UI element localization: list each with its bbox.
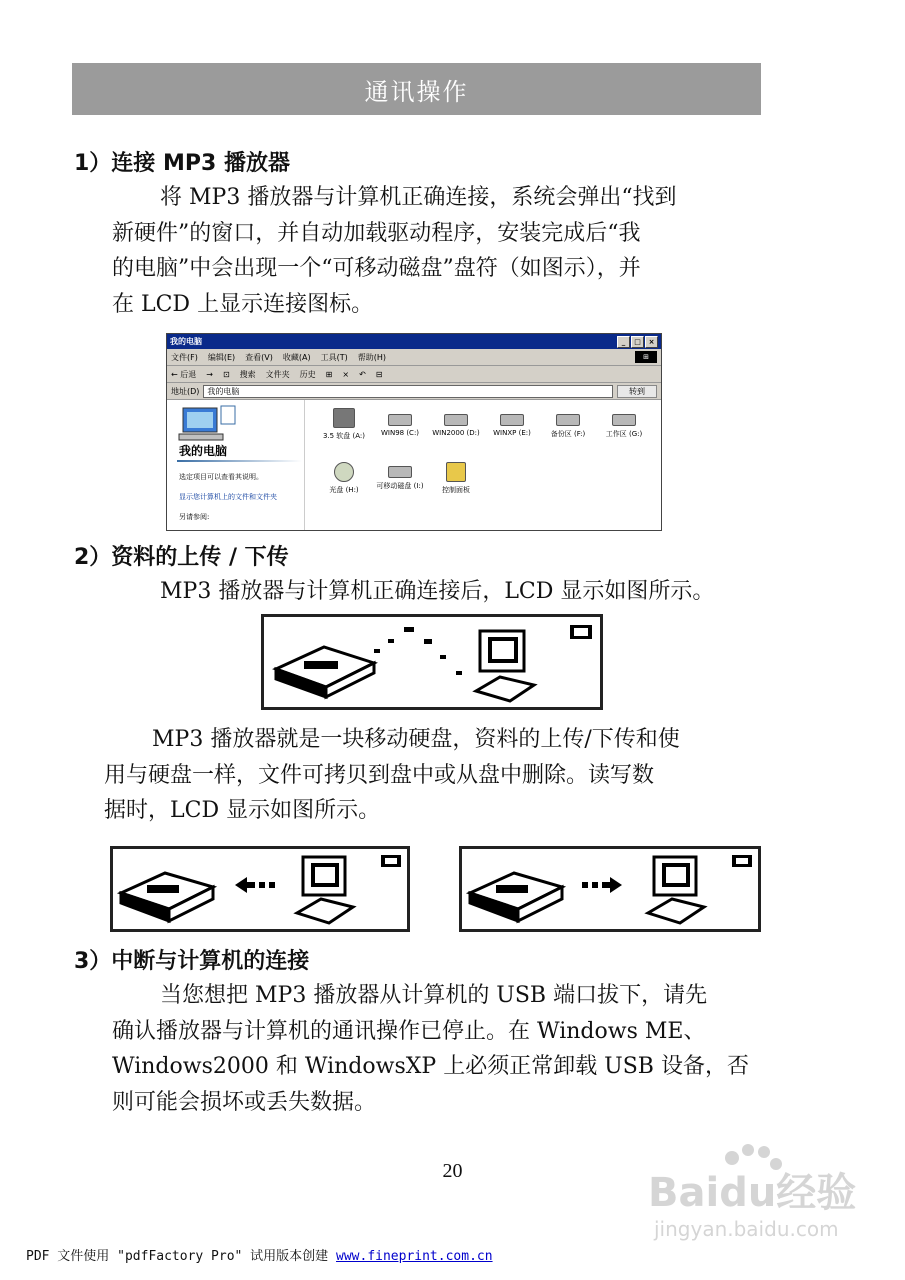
- section-title: 通讯操作: [364, 77, 469, 106]
- watermark-brand: Baidu经验: [648, 1170, 857, 1216]
- hard-drive-icon: [612, 414, 636, 426]
- text-line: 新硬件”的窗口，并自动加载驱动程序，安装完成后“我: [112, 220, 641, 246]
- heading-transfer: 2）资料的上传 / 下传: [74, 545, 289, 570]
- panel-divider: [177, 460, 302, 462]
- toolbar: [167, 366, 661, 383]
- search-button[interactable]: 搜索: [239, 369, 256, 379]
- menu-tools[interactable]: 工具(T): [320, 352, 348, 362]
- computer-monitor-icon: [476, 631, 534, 701]
- text-line: 据时，LCD 显示如图所示。: [104, 798, 381, 823]
- control-panel-icon: [446, 462, 466, 482]
- menu-help[interactable]: 帮助(H): [357, 352, 386, 362]
- computer-icon: [177, 404, 237, 444]
- mp3-player-icon: [121, 873, 213, 921]
- hard-drive-icon: [388, 414, 412, 426]
- lcd-download-display: [459, 846, 761, 932]
- footer-text: PDF 文件使用 "pdfFactory Pro" 试用版本创建: [26, 1249, 337, 1264]
- menu-bar: [167, 349, 661, 366]
- drive-list: [305, 400, 661, 530]
- section-title-bar: [72, 63, 761, 115]
- page-number: 20: [442, 1160, 463, 1182]
- panel-hint: 选定项目可以查看其说明。: [179, 473, 263, 481]
- go-button[interactable]: 转到: [617, 385, 657, 398]
- heading-disconnect: 3）中断与计算机的连接: [74, 949, 310, 974]
- undo-icon[interactable]: ↶: [359, 369, 366, 379]
- hard-drive-icon: [444, 414, 468, 426]
- removable-disk-icon: [388, 466, 412, 478]
- text-line: MP3 播放器与计算机正确连接后，LCD 显示如图所示。: [160, 579, 715, 604]
- battery-icon: [732, 855, 752, 867]
- text-line: 当您想把 MP3 播放器从计算机的 USB 端口拔下，请先: [160, 983, 708, 1008]
- text-line: 用与硬盘一样，文件可拷贝到盘中或从盘中删除。读写数: [104, 762, 655, 788]
- panel-link[interactable]: 显示您计算机上的文件和文件夹: [179, 493, 277, 501]
- mp3-player-icon: [276, 647, 374, 697]
- close-icon[interactable]: ×: [645, 336, 658, 348]
- windows-logo-icon: ⊞: [635, 351, 657, 363]
- drive-item[interactable]: 控制面板: [427, 462, 485, 495]
- drive-item[interactable]: 备份区 (F:): [539, 414, 597, 439]
- drive-item[interactable]: WIN98 (C:): [371, 414, 429, 437]
- forward-button[interactable]: →: [206, 369, 213, 379]
- address-label: 地址(D): [171, 386, 200, 396]
- battery-icon: [570, 625, 592, 639]
- lcd-upload-display: [110, 846, 410, 932]
- computer-monitor-icon: [648, 857, 704, 923]
- lcd-connected-display: [261, 614, 603, 710]
- panel-title: 我的电脑: [179, 444, 228, 458]
- zzz-icon: [374, 627, 462, 675]
- text-line: 的电脑”中会出现一个“可移动磁盘”盘符（如图示），并: [112, 256, 641, 281]
- computer-monitor-icon: [297, 857, 353, 923]
- address-bar: [167, 383, 661, 400]
- text-line: 确认播放器与计算机的通讯操作已停止。在 Windows ME、: [112, 1018, 706, 1044]
- drive-item[interactable]: 3.5 软盘 (A:): [315, 408, 373, 441]
- baidu-jingyan-watermark: [640, 1140, 870, 1250]
- arrow-right-icon: [582, 877, 622, 893]
- hard-drive-icon: [500, 414, 524, 426]
- cd-drive-icon: [334, 462, 354, 482]
- heading-connect: 1）连接 MP3 播放器: [74, 151, 290, 176]
- window-titlebar: [167, 334, 661, 349]
- menu-view[interactable]: 查看(V): [245, 352, 273, 362]
- move-to-icon[interactable]: ⊞: [325, 369, 333, 379]
- text-line: 在 LCD 上显示连接图标。: [112, 291, 374, 317]
- menu-edit[interactable]: 编辑(E): [207, 352, 236, 362]
- paragraph-transfer: [104, 722, 680, 829]
- pdf-footer: [26, 1245, 493, 1264]
- mp3-player-icon: [470, 873, 562, 921]
- paragraph-disconnect: [112, 978, 749, 1120]
- menu-file[interactable]: 文件(F): [171, 352, 198, 362]
- floppy-drive-icon: [333, 408, 355, 428]
- battery-icon: [381, 855, 401, 867]
- folders-button[interactable]: 文件夹: [265, 369, 290, 379]
- text-line: 将 MP3 播放器与计算机正确连接，系统会弹出“找到: [160, 185, 677, 210]
- drive-item[interactable]: WIN2000 (D:): [427, 414, 485, 437]
- paragraph-connect: [112, 180, 677, 322]
- watermark-url: jingyan.baidu.com: [654, 1217, 839, 1241]
- drive-item[interactable]: 工作区 (G:): [595, 414, 653, 439]
- hard-drive-icon: [556, 414, 580, 426]
- delete-icon[interactable]: ×: [342, 369, 350, 379]
- menu-favorites[interactable]: 收藏(A): [282, 352, 311, 362]
- views-icon[interactable]: ⊟: [375, 369, 383, 379]
- text-line: 则可能会损坏或丢失数据。: [112, 1089, 377, 1115]
- minimize-icon[interactable]: _: [617, 336, 630, 348]
- window-body: [167, 400, 661, 530]
- window-title: 我的电脑: [170, 337, 202, 346]
- panel-see-also: 另请参阅:: [179, 513, 210, 521]
- my-computer-window: [166, 333, 662, 531]
- up-button[interactable]: ⊡: [222, 369, 230, 379]
- drive-item[interactable]: 光盘 (H:): [315, 462, 373, 495]
- info-panel: [167, 400, 305, 530]
- drive-item[interactable]: WINXP (E:): [483, 414, 541, 437]
- address-input[interactable]: 我的电脑: [203, 385, 613, 398]
- arrow-left-icon: [235, 877, 275, 893]
- back-button[interactable]: ← 后退: [171, 369, 197, 379]
- footer-link[interactable]: www.fineprint.com.cn: [336, 1249, 493, 1264]
- text-line: MP3 播放器就是一块移动硬盘，资料的上传/下传和使: [152, 727, 680, 752]
- text-line: Windows2000 和 WindowsXP 上必须正常卸载 USB 设备，否: [112, 1054, 749, 1079]
- history-button[interactable]: 历史: [299, 369, 316, 379]
- paragraph-transfer-intro: [112, 574, 714, 610]
- drive-item[interactable]: 可移动磁盘 (I:): [371, 466, 429, 491]
- maximize-icon[interactable]: □: [631, 336, 644, 348]
